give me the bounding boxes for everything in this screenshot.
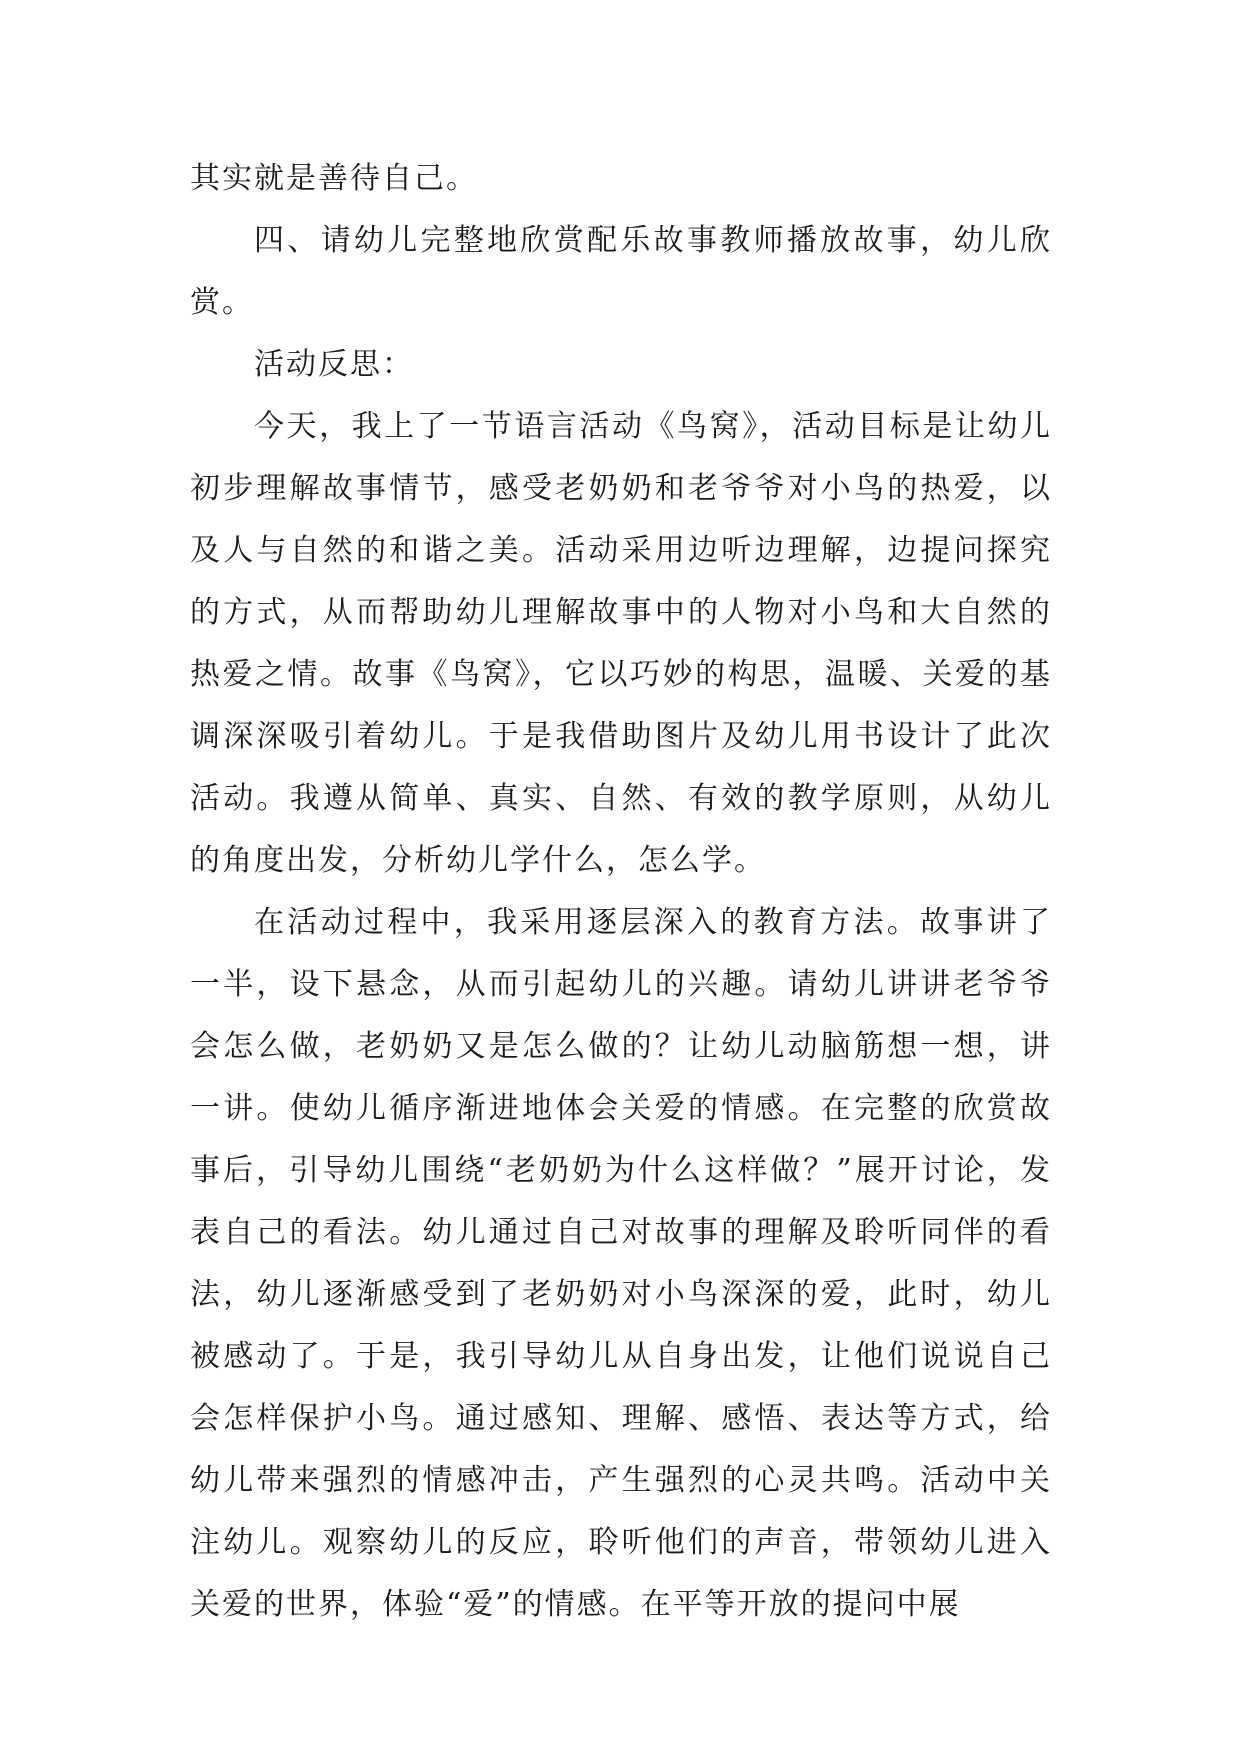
paragraph-3-heading: 活动反思： xyxy=(254,347,414,382)
document-body xyxy=(190,148,1052,1636)
paragraph-4: 今天，我上了一节语言活动《鸟窝》，活动目标是让幼儿初步理解故事情节，感受老奶奶和老爷爷对小鸟的热爱，以及人与自然的和谐之美。活动采用边听边理解，边提问探究的方式，从而帮助幼儿理解故事中的人物对小鸟和大自然的热爱之情。故事《鸟窝》，它以巧妙的构思，温暖、关爱的基调深深吸引着幼儿。于是我借助图片及幼儿用书设计了此次活动。我遵从简单、真实、自然、有效的教学原则，从幼儿的角度出发，分析幼儿学什么，怎么学。 xyxy=(190,409,1052,878)
paragraph-1: 其实就是善待自己。 xyxy=(190,161,478,196)
paragraph-5: 在活动过程中，我采用逐层深入的教育方法。故事讲了一半，设下悬念，从而引起幼儿的兴趣。请幼儿讲讲老爷爷会怎么做，老奶奶又是怎么做的？让幼儿动脑筋想一想，讲一讲。使幼儿循序渐进地体会关爱的情感。在完整的欣赏故事后，引导幼儿围绕“老奶奶为什么这样做？”展开讨论，发表自己的看法。幼儿通过自己对故事的理解及聆听同伴的看法，幼儿逐渐感受到了老奶奶对小鸟深深的爱，此时，幼儿被感动了。于是，我引导幼儿从自身出发，让他们说说自己会怎样保护小鸟。通过感知、理解、感悟、表达等方式，给幼儿带来强烈的情感冲击，产生强烈的心灵共鸣。活动中关注幼儿。观察幼儿的反应，聆听他们的声音，带领幼儿进入关爱的世界，体验“爱”的情感。在平等开放的提问中展 xyxy=(190,905,1052,1622)
paragraph-2: 四、请幼儿完整地欣赏配乐故事教师播放故事，幼儿欣赏。 xyxy=(190,223,1052,320)
